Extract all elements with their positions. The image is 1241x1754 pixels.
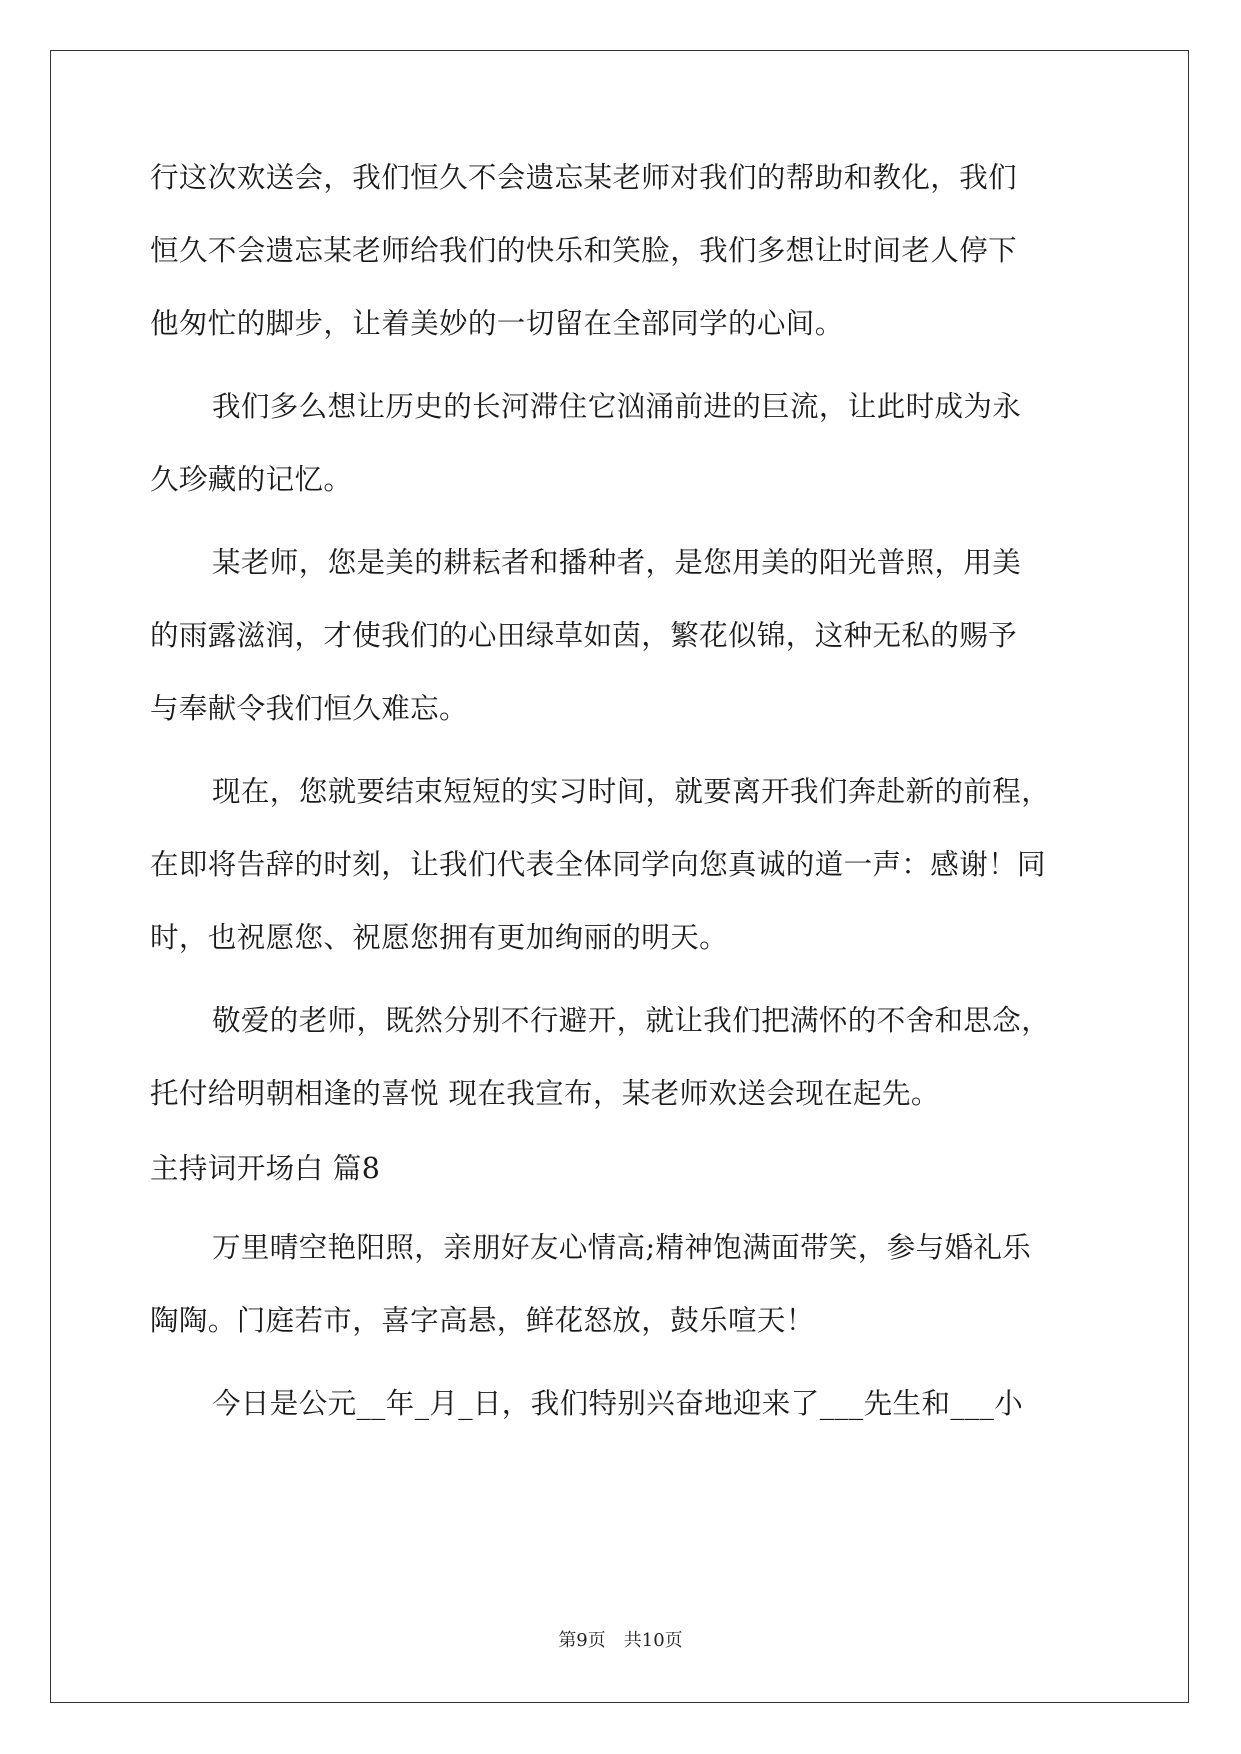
text-line: 与奉献令我们恒久难忘。: [150, 692, 468, 725]
paragraph-first-line: 敬爱的老师，既然分别不行避开，就让我们把满怀的不舍和思念，: [212, 1004, 1051, 1037]
text-line: 行这次欢送会，我们恒久不会遗忘某老师对我们的帮助和教化，我们: [150, 161, 1018, 194]
text-line: 托付给明朝相逢的喜悦 现在我宣布，某老师欢送会现在起先。: [150, 1077, 940, 1110]
page-number-footer: 第9页 共10页: [558, 1630, 683, 1651]
paragraph-first-line: 某老师，您是美的耕耘者和播种者，是您用美的阳光普照，用美: [212, 546, 1022, 579]
text-line: 的雨露滋润，才使我们的心田绿草如茵，繁花似锦，这种无私的赐予: [150, 619, 1018, 652]
text-line: 他匆忙的脚步，让着美妙的一切留在全部同学的心间。: [150, 307, 844, 340]
text-line: 陶陶。门庭若市，喜字高悬，鲜花怒放，鼓乐喧天！: [150, 1304, 815, 1337]
text-line: 在即将告辞的时刻，让我们代表全体同学向您真诚的道一声：感谢！同: [150, 848, 1046, 881]
paragraph-first-line: 万里晴空艳阳照，亲朋好友心情高;精神饱满面带笑，参与婚礼乐: [212, 1231, 1032, 1264]
paragraph-first-line: 现在，您就要结束短短的实习时间，就要离开我们奔赴新的前程，: [212, 775, 1051, 808]
paragraph-first-line: 我们多么想让历史的长河滞住它汹涌前进的巨流，让此时成为永: [212, 390, 1022, 423]
paragraph-first-line: 今日是公元__年_月_日，我们特别兴奋地迎来了___先生和___小: [212, 1387, 1024, 1420]
text-line: 时，也祝愿您、祝愿您拥有更加绚丽的明天。: [150, 921, 729, 954]
text-line: 久珍藏的记忆。: [150, 463, 353, 496]
section-heading: 主持词开场白 篇8: [150, 1152, 381, 1185]
text-line: 恒久不会遗忘某老师给我们的快乐和笑脸，我们多想让时间老人停下: [150, 234, 1018, 267]
